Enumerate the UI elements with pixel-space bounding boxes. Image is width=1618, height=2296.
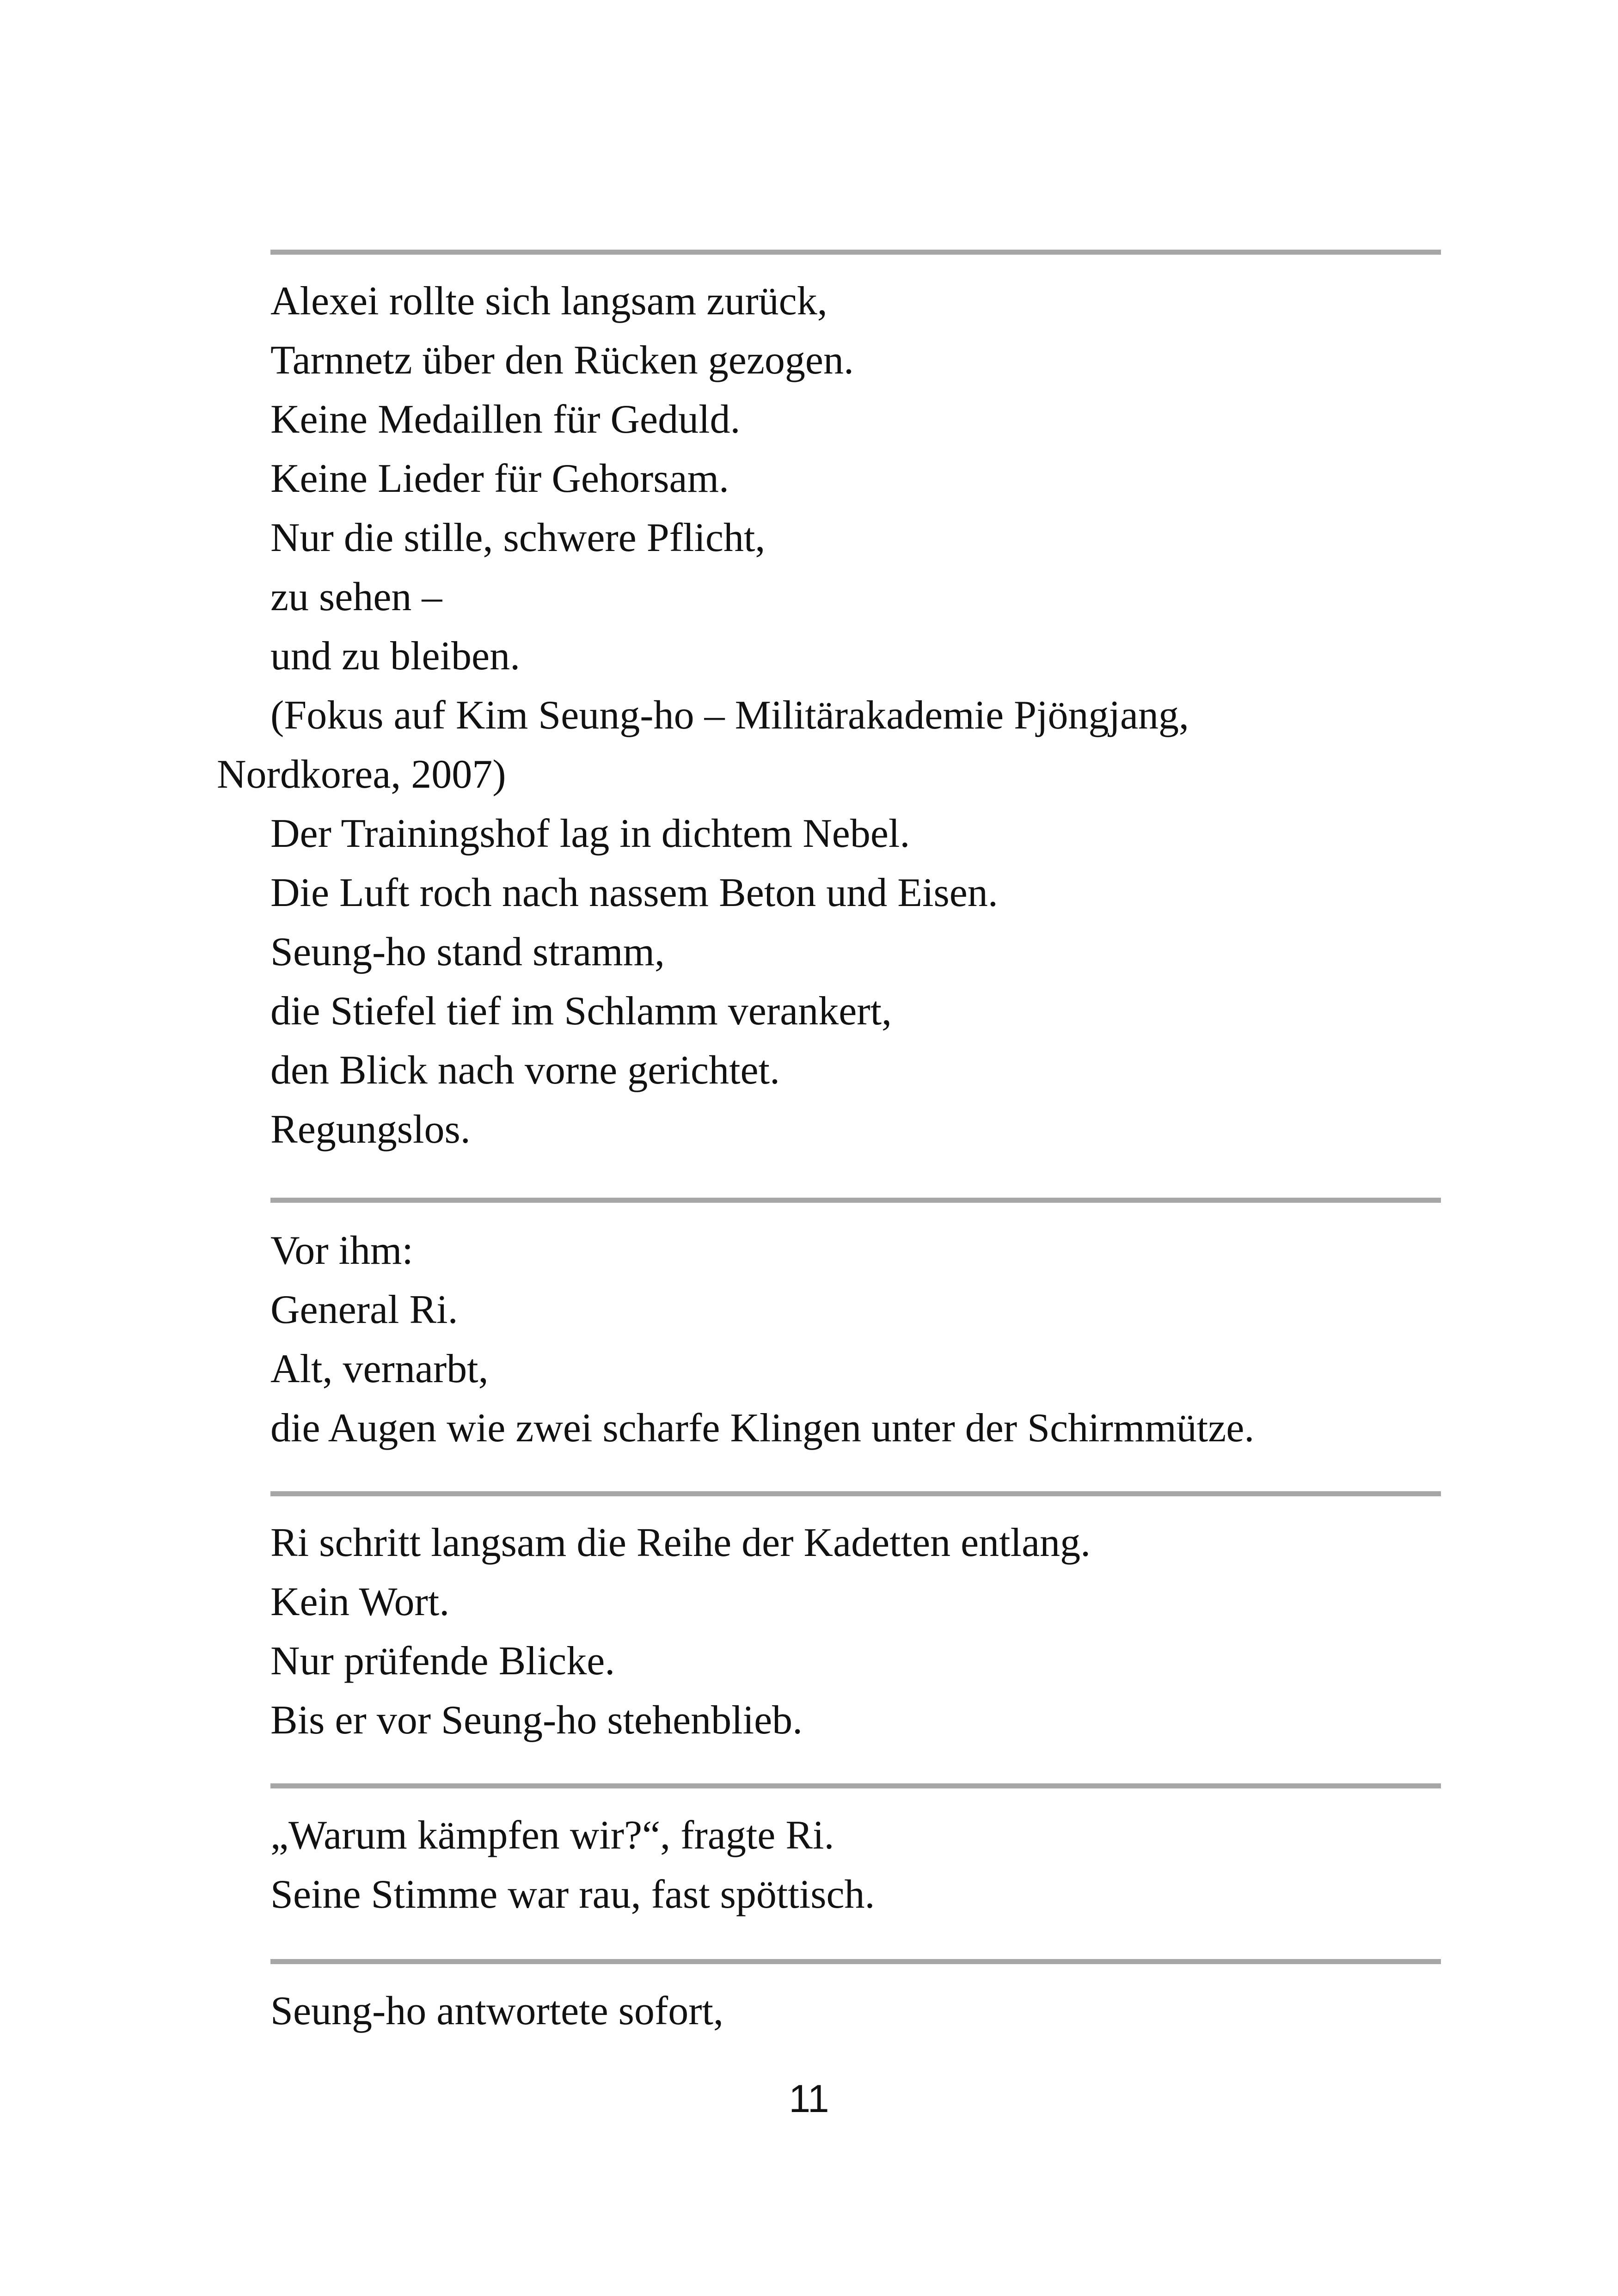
text-section-2	[0, 1221, 1618, 1458]
text-line: Nur prüfende Blicke.	[270, 1639, 615, 1684]
text-line: die Augen wie zwei scharfe Klingen unter der Schirmmütze.	[270, 1406, 1255, 1451]
text-line: Seine Stimme war rau, fast spöttisch.	[270, 1872, 875, 1917]
section-divider	[270, 1491, 1441, 1496]
section-divider	[270, 1959, 1441, 1964]
section-divider	[270, 250, 1441, 255]
text-line: Keine Medaillen für Geduld.	[270, 397, 741, 442]
text-section-5	[0, 1982, 1618, 2041]
text-section-3	[0, 1513, 1618, 1750]
text-line: Der Trainingshof lag in dichtem Nebel.	[270, 811, 910, 856]
text-line: die Stiefel tief im Schlamm verankert,	[270, 989, 892, 1034]
text-line: Bis er vor Seung-ho stehenblieb.	[270, 1698, 803, 1743]
text-line: Ri schritt langsam die Reihe der Kadetten entlang.	[270, 1520, 1091, 1565]
text-line: General Ri.	[270, 1287, 458, 1332]
text-line: Regungslos.	[270, 1107, 471, 1152]
text-line: Tarnnetz über den Rücken gezogen.	[270, 338, 854, 383]
section-divider	[270, 1783, 1441, 1788]
text-line: Nur die stille, schwere Pflicht,	[270, 515, 766, 560]
text-line: Seung-ho antwortete sofort,	[270, 1989, 723, 2033]
text-line: den Blick nach vorne gerichtet.	[270, 1048, 780, 1093]
text-line: und zu bleiben.	[270, 634, 521, 679]
text-line: zu sehen –	[270, 575, 442, 619]
text-line: „Warum kämpfen wir?“, fragte Ri.	[270, 1813, 834, 1858]
text-line: (Fokus auf Kim Seung-ho – Militärakademie Pjöngjang,	[270, 693, 1189, 738]
text-line: Seung-ho stand stramm,	[270, 930, 665, 974]
text-line-continuation: Nordkorea, 2007)	[217, 752, 506, 797]
page-number: 11	[789, 2077, 829, 2120]
text-line: Kein Wort.	[270, 1580, 450, 1624]
section-divider	[270, 1198, 1441, 1203]
text-line: Alt, vernarbt,	[270, 1347, 489, 1391]
text-line: Keine Lieder für Gehorsam.	[270, 456, 729, 501]
text-section-1	[0, 272, 1618, 1159]
text-line: Vor ihm:	[270, 1228, 413, 1273]
text-line: Alexei rollte sich langsam zurück,	[270, 279, 827, 324]
text-section-4	[0, 1806, 1618, 1924]
text-line: Die Luft roch nach nassem Beton und Eisen.	[270, 870, 998, 915]
